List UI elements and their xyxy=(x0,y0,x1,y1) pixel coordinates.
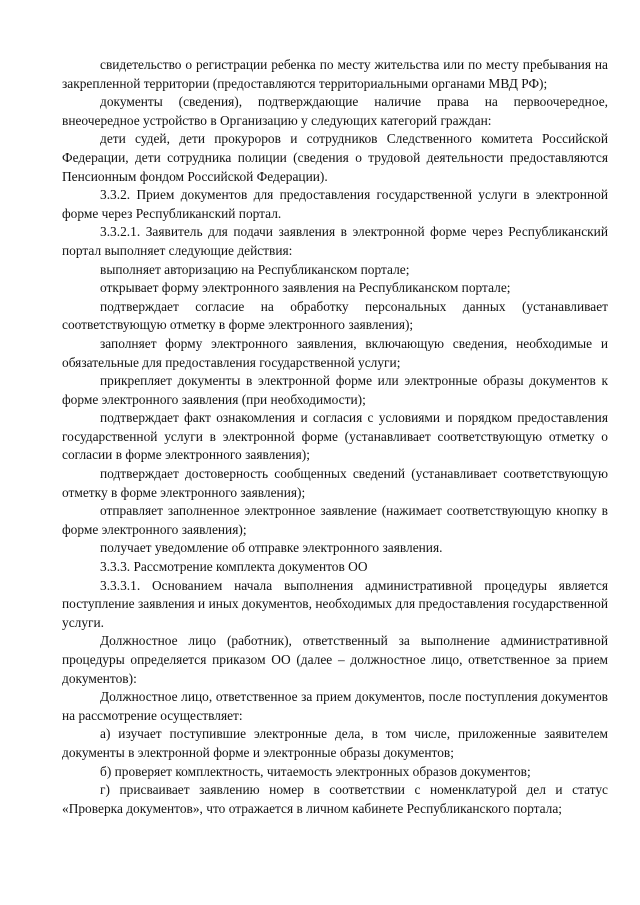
list-item: подтверждает факт ознакомления и согласия с условиями и порядком предоставления государственной услуги в электронной форме (устанавливает соответствующую отметку о согласии в форме электронного заявления); xyxy=(62,410,608,463)
paragraph: документы (сведения), подтверждающие наличие права на первоочередное, внеочередное устройство в Организацию у следующих категорий граждан: xyxy=(62,94,608,128)
list-item: б) проверяет комплектность, читаемость электронных образов документов; xyxy=(100,763,531,779)
list-item: а) изучает поступившие электронные дела, в том числе, приложенные заявителем документы в электронной форме и электронные образы документов; xyxy=(62,726,608,760)
paragraph: Должностное лицо (работник), ответственный за выполнение административной процедуры определяется приказом ОО (далее – должностное лицо, ответственное за прием документов): xyxy=(62,633,608,686)
paragraph: дети судей, дети прокуроров и сотрудников Следственного комитета Российской Федерации, дети сотрудника полиции (сведения о трудовой деятельности предоставляются Пенсионным фондом Российской Федерации). xyxy=(62,131,608,184)
list-item: выполняет авторизацию на Республиканском портале; xyxy=(100,261,410,277)
paragraph: свидетельство о регистрации ребенка по месту жительства или по месту пребывания на закрепленной территории (предоставляются территориальными органами МВД РФ); xyxy=(62,57,608,91)
list-item: г) присваивает заявлению номер в соответствии с номенклатурой дел и статус «Проверка документов», что отражается в личном кабинете Республиканского портала; xyxy=(62,782,608,816)
paragraph: 3.3.3.1. Основанием начала выполнения административной процедуры является поступление заявления и иных документов, необходимых для предоставления государственной услуги. xyxy=(62,577,608,630)
list-item: прикрепляет документы в электронной форме или электронные образы документов к форме электронного заявления (при необходимости); xyxy=(62,373,608,407)
paragraph: Должностное лицо, ответственное за прием документов, после поступления документов на рассмотрение осуществляет: xyxy=(62,689,608,723)
list-item: подтверждает согласие на обработку персональных данных (устанавливает соответствующую отметку в форме электронного заявления); xyxy=(62,298,608,333)
list-item: подтверждает достоверность сообщенных сведений (устанавливает соответствующую отметку в форме электронного заявления); xyxy=(62,466,608,500)
paragraph: 3.3.2.1. Заявитель для подачи заявления в электронной форме через Республиканский портал выполняет следующие действия: xyxy=(62,224,608,258)
list-item: заполняет форму электронного заявления, включающую сведения, необходимые и обязательные для предоставления государственной услуги; xyxy=(62,335,608,370)
list-item: открывает форму электронного заявления на Республиканском портале; xyxy=(100,280,511,296)
list-item: получает уведомление об отправке электронного заявления. xyxy=(100,540,443,556)
section-heading: 3.3.3. Рассмотрение комплекта документов ОО xyxy=(100,559,368,575)
list-item: отправляет заполненное электронное заявление (нажимает соответствующую кнопку в форме электронного заявления); xyxy=(62,503,608,537)
section-heading: 3.3.2. Прием документов для предоставления государственной услуги в электронной форме через Республиканский портал. xyxy=(62,187,608,221)
